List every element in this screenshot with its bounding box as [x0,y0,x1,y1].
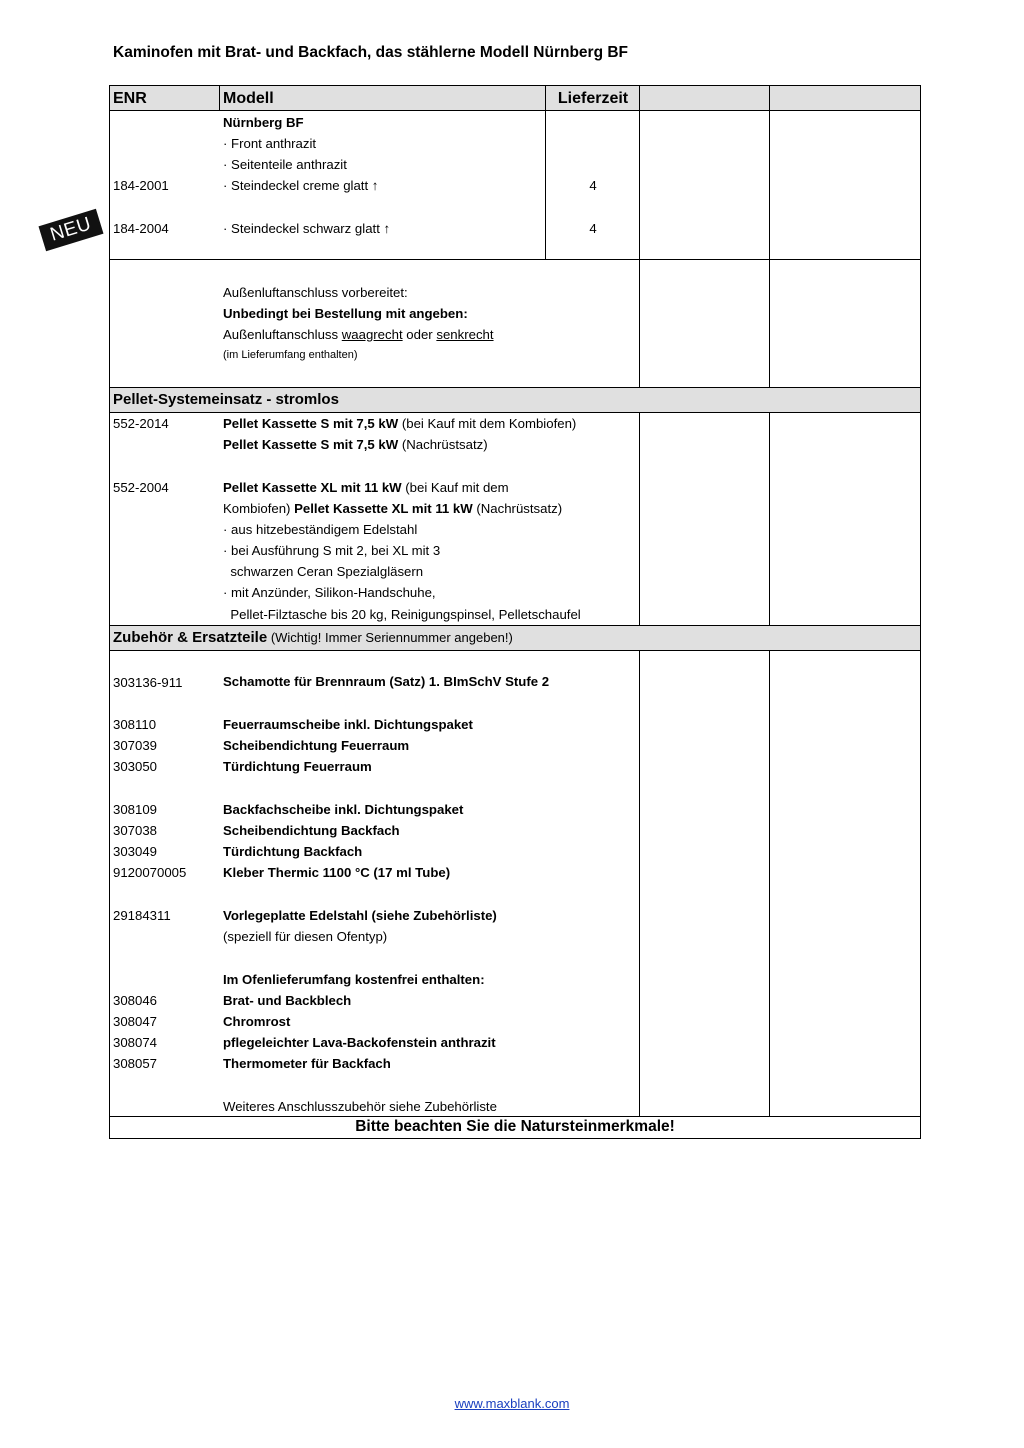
more-accessories: Weiteres Anschlusszubehör siehe Zubehörliste [223,1099,497,1114]
new-badge: NEU [39,209,104,251]
pellet-detail: · bei Ausführung S mit 2, bei XL mit 3 [223,543,441,558]
pellet-xl-note: (Nachrüstsatz) [472,501,563,516]
zubehoer-section-title [113,626,513,650]
item-enr: 184-2001 [113,178,169,193]
item-lieferzeit: 4 [589,221,597,236]
included-name: Thermometer für Backfach [223,1056,391,1071]
part-name: Türdichtung Backfach [223,844,363,859]
col-header-modell: Modell [223,90,274,107]
pellet-detail: Pellet-Filztasche bis 20 kg, Reinigungspinsel, Pelletschaufel [223,607,581,622]
pellet-s-line1 [223,413,576,434]
air-line3 [223,324,494,345]
part-name: Vorlegeplatte Edelstahl (siehe Zubehörliste) [223,908,497,923]
pellet-xl-line1 [223,477,509,498]
part-name: Feuerraumscheibe inkl. Dichtungspaket [223,717,473,732]
pellet-s-name: Pellet Kassette S mit 7,5 kW [223,416,399,431]
part-enr: 307038 [113,823,158,838]
part-enr: 307039 [113,738,158,753]
divider [110,650,920,651]
col-divider [769,86,770,387]
item-lieferzeit: 4 [589,178,597,193]
col-divider [639,412,640,625]
pellet-xl-note: Kombiofen) [223,501,295,516]
part-enr: 308110 [113,717,157,732]
col-divider [219,86,220,110]
zubehoer-note: (Wichtig! Immer Seriennummer angeben!) [267,630,513,645]
part-note: (speziell für diesen Ofentyp) [223,929,388,944]
part-enr: 303049 [113,844,158,859]
pellet-detail: schwarzen Ceran Spezialgläsern [223,564,424,579]
pellet-s-line2 [223,434,488,455]
zubehoer-title: Zubehör & Ersatzteile [113,629,268,646]
pellet-xl-line2 [223,498,562,519]
part-name: Kleber Thermic 1100 °C (17 ml Tube) [223,865,451,880]
item-desc: · Steindeckel creme glatt ↑ [223,178,379,193]
website-link[interactable]: www.maxblank.com [454,1396,570,1411]
included-name: Brat- und Backblech [223,993,352,1008]
col-header-enr: ENR [113,90,147,107]
part-name: Scheibendichtung Feuerraum [223,738,410,753]
part-name: Schamotte für Brennraum (Satz) 1. BImSchV Stufe 2 [223,674,550,689]
pellet-s-note: (Nachrüstsatz) [398,437,488,452]
included-heading: Im Ofenlieferumfang kostenfrei enthalten: [223,972,485,987]
pellet-s-note: (bei Kauf mit dem Kombiofen) [398,416,577,431]
product-table [109,85,921,1139]
included-enr: 308047 [113,1014,158,1029]
part-enr: 303050 [113,759,158,774]
part-enr: 29184311 [113,908,171,923]
air-line1: Außenluftanschluss vorbereitet: [223,285,408,300]
col-divider [639,650,640,1116]
air-option-senkrecht: senkrecht [436,327,494,342]
part-enr: 303136-911 [113,675,183,690]
footer-note: Bitte beachten Sie die Natursteinmerkmale! [355,1118,675,1135]
part-name: Scheibendichtung Backfach [223,823,400,838]
model-front: · Front anthrazit [223,136,317,151]
pellet-s-enr: 552-2014 [113,416,169,431]
included-enr: 308057 [113,1056,158,1071]
item-desc: · Steindeckel schwarz glatt ↑ [223,221,391,236]
included-name: Chromrost [223,1014,291,1029]
pellet-xl-enr: 552-2004 [113,480,169,495]
part-enr: 308109 [113,802,158,817]
divider [110,259,920,260]
model-seiten: · Seitenteile anthrazit [223,157,347,172]
pellet-xl-name: Pellet Kassette XL mit 11 kW [294,501,473,516]
divider [110,110,920,111]
item-enr: 184-2004 [113,221,169,236]
air-line4: (im Lieferumfang enthalten) [223,349,358,361]
pellet-s-name: Pellet Kassette S mit 7,5 kW [223,437,399,452]
part-name: Backfachscheibe inkl. Dichtungspaket [223,802,464,817]
included-name: pflegeleichter Lava-Backofenstein anthrazit [223,1035,496,1050]
included-enr: 308074 [113,1035,158,1050]
col-header-lieferzeit: Lieferzeit [557,90,629,107]
pellet-detail: · aus hitzebeständigem Edelstahl [223,522,418,537]
col-divider [769,412,770,625]
col-divider [769,650,770,1116]
part-enr: 9120070005 [113,865,187,880]
page-title: Kaminofen mit Brat- und Backfach, das stählerne Modell Nürnberg BF [113,44,629,61]
part-name: Türdichtung Feuerraum [223,759,372,774]
pellet-detail: · mit Anzünder, Silikon-Handschuhe, [223,585,436,600]
air-line2: Unbedingt bei Bestellung mit angeben: [223,306,468,321]
air-text: oder [402,327,437,342]
included-enr: 308046 [113,993,158,1008]
pellet-xl-name: Pellet Kassette XL mit 11 kW [223,480,402,495]
air-text: Außenluftanschluss [223,327,342,342]
model-name: Nürnberg BF [223,115,304,130]
pellet-xl-note: (bei Kauf mit dem [401,480,509,495]
air-option-waagrecht: waagrecht [341,327,403,342]
pellet-section-title: Pellet-Systemeinsatz - stromlos [113,391,339,408]
